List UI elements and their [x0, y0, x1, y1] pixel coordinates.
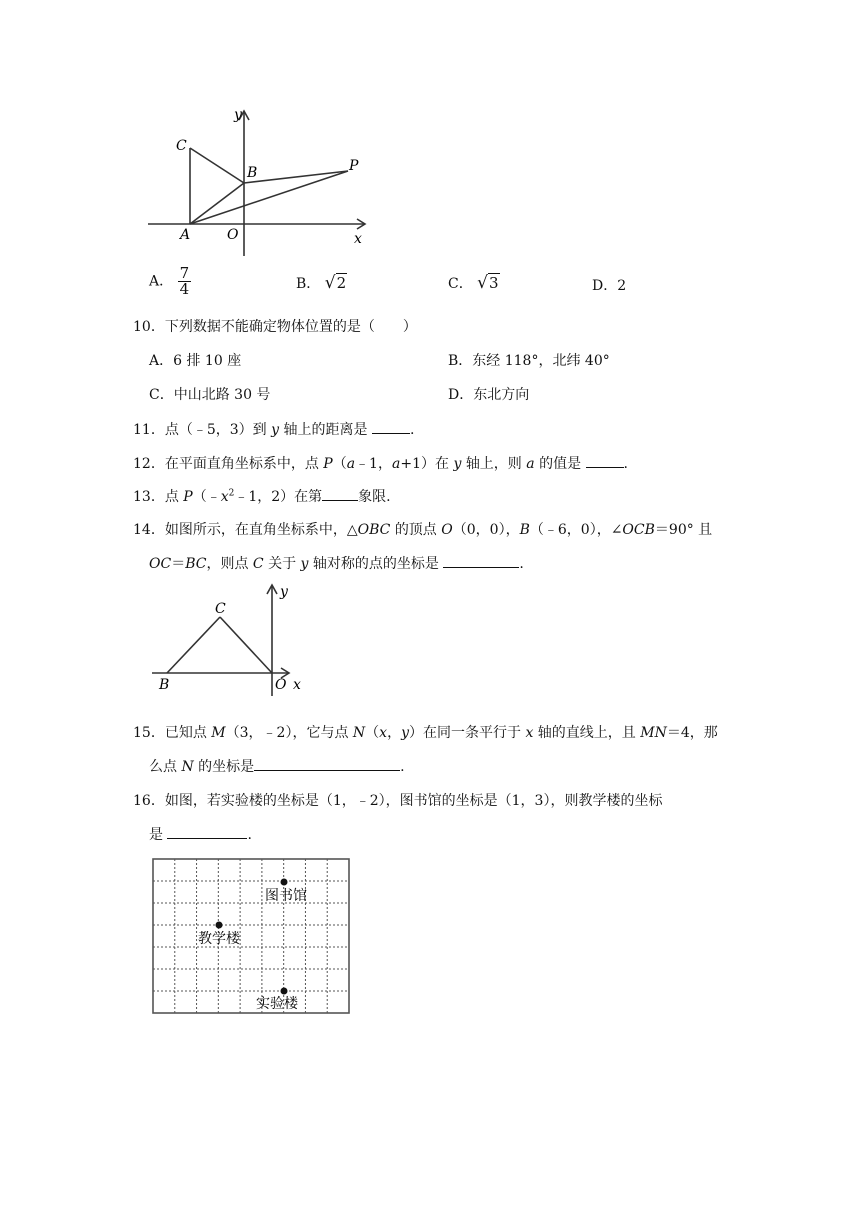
q13	[133, 486, 391, 506]
option-letter: C．	[149, 387, 174, 403]
q15-line2	[149, 756, 405, 776]
text: 点（﹣5，3）到	[164, 422, 267, 438]
text: 是	[149, 827, 163, 843]
var: P	[323, 456, 333, 472]
q14-figure	[148, 580, 318, 700]
radicand: 3	[489, 274, 499, 292]
text: ）在同一条平行于	[408, 725, 521, 741]
label-b: B	[159, 677, 170, 693]
answer-blank[interactable]	[322, 487, 358, 501]
q9-figure	[140, 100, 380, 260]
q12	[133, 453, 628, 473]
teaching-building-label: 教学楼	[198, 931, 240, 947]
text: 如图所示，在直角坐标系中，△	[164, 522, 358, 538]
teaching-building-dot	[216, 922, 223, 929]
superscript: 2	[228, 488, 235, 499]
option-text: 6 排 10 座	[173, 353, 242, 369]
question-number: 13．	[133, 489, 165, 505]
text: .	[409, 422, 415, 438]
q10-option-c	[149, 384, 270, 404]
var: y	[271, 422, 280, 438]
option-text: 东北方向	[473, 387, 530, 403]
text: （0，0），	[452, 522, 520, 538]
label-c: C	[176, 138, 187, 154]
library-label: 图书馆	[265, 888, 307, 904]
text: .	[247, 827, 252, 843]
option-letter: A．	[149, 273, 174, 290]
text: （﹣6，0），∠	[529, 522, 623, 538]
text: 么点	[149, 759, 177, 775]
var: C	[252, 556, 264, 572]
label-y: y	[234, 107, 242, 123]
segment-ab	[190, 183, 244, 224]
label-c: C	[215, 601, 226, 617]
question-number: 14．	[133, 522, 165, 538]
text: .	[519, 556, 524, 572]
option-text: 2	[617, 278, 627, 294]
segment-ap	[190, 171, 348, 224]
label-a: A	[180, 227, 191, 243]
fraction-denominator: 4	[179, 280, 190, 298]
text: 点	[164, 489, 179, 505]
segment-cb	[190, 148, 244, 183]
var: N	[181, 759, 194, 775]
var: OC	[149, 556, 172, 572]
answer-blank[interactable]	[372, 420, 410, 434]
radicand: 2	[336, 274, 347, 292]
question-number: 12．	[133, 456, 165, 472]
q16-map	[152, 858, 352, 1016]
text: +1）在	[400, 456, 449, 472]
text: 轴上，则	[465, 456, 522, 472]
segment-bc	[167, 617, 220, 673]
var: a	[391, 456, 401, 472]
lab-building-label: 实验楼	[256, 996, 298, 1012]
label-y: y	[280, 584, 288, 600]
var: BC	[185, 556, 207, 572]
var: y	[401, 725, 409, 741]
label-b: B	[247, 165, 258, 181]
label-o: O	[227, 227, 239, 243]
text: （﹣	[192, 489, 221, 505]
question-text: 下列数据不能确定物体位置的是（ ）	[164, 319, 417, 335]
text: ＝	[171, 556, 186, 572]
var: OBC	[357, 522, 391, 538]
text: ﹣1，	[355, 456, 392, 472]
var: B	[519, 522, 530, 538]
option-letter: B．	[296, 276, 321, 292]
fraction	[178, 266, 192, 297]
var: MN	[640, 725, 667, 741]
var: y	[453, 456, 462, 472]
lab-building-dot	[281, 988, 288, 995]
label-x: x	[293, 677, 301, 693]
text: 如图，若实验楼的坐标是（1，﹣2），图书馆的坐标是（1，3），则教学楼的坐标	[164, 793, 663, 809]
q10-option-d	[448, 384, 529, 404]
var: x	[220, 489, 229, 505]
option-letter: A．	[149, 353, 174, 369]
var: OCB	[622, 522, 655, 538]
q9-option-b	[296, 273, 347, 293]
q16-line2	[149, 824, 252, 844]
text: ＝90° 且	[654, 522, 713, 538]
option-letter: B．	[448, 353, 473, 369]
fraction-numerator: 7	[179, 264, 190, 282]
var: y	[300, 556, 309, 572]
var: x	[525, 725, 534, 741]
option-text: 东经 118°，北纬 40°	[472, 353, 610, 369]
answer-blank[interactable]	[254, 757, 400, 771]
var: O	[441, 522, 453, 538]
label-x: x	[354, 231, 362, 247]
square-root: √2	[324, 273, 347, 293]
q10-option-a	[149, 350, 241, 370]
text: ＝4，那	[666, 725, 718, 741]
text: 的值是	[539, 456, 582, 472]
question-number: 10．	[133, 319, 165, 335]
var: N	[352, 725, 366, 741]
text: 关于	[268, 556, 297, 572]
label-o: O	[275, 677, 287, 693]
text: 轴上的距离是	[283, 422, 368, 438]
segment-co	[220, 617, 272, 673]
text: 轴的直线上，且	[537, 725, 636, 741]
q10-option-b	[448, 350, 610, 370]
option-letter: C．	[448, 276, 473, 292]
text: 的坐标是	[198, 759, 255, 775]
square-root: √3	[477, 273, 499, 293]
map-border	[153, 859, 349, 1013]
option-letter: D．	[448, 387, 474, 403]
q9-option-d	[592, 275, 626, 295]
label-p: P	[349, 158, 359, 174]
q10-stem	[133, 316, 417, 336]
q9-option-a	[149, 266, 191, 297]
text: 在平面直角坐标系中，点	[164, 456, 319, 472]
text: （	[365, 725, 380, 741]
text: ，则点	[206, 556, 249, 572]
text: 的顶点	[394, 522, 437, 538]
text: 轴对称的点的坐标是	[312, 556, 439, 572]
text: .	[623, 456, 628, 472]
var: a	[346, 456, 356, 472]
text: .	[400, 759, 405, 775]
option-letter: D．	[592, 278, 618, 294]
text: 已知点	[164, 725, 207, 741]
text: ，	[387, 725, 402, 741]
question-number: 16．	[133, 793, 165, 809]
question-number: 15．	[133, 725, 165, 741]
q14-line2	[149, 553, 524, 573]
answer-blank[interactable]	[443, 554, 519, 568]
answer-blank[interactable]	[586, 454, 624, 468]
var: a	[526, 456, 535, 472]
var: M	[211, 725, 226, 741]
answer-blank[interactable]	[167, 825, 247, 839]
q11	[133, 419, 414, 439]
q15-line1	[133, 722, 718, 742]
option-text: 中山北路 30 号	[173, 387, 271, 403]
library-dot	[281, 879, 288, 886]
q16-line1	[133, 790, 662, 810]
question-number: 11．	[133, 422, 165, 438]
text: 象限.	[358, 489, 391, 505]
q9-option-c	[448, 273, 500, 293]
var: x	[379, 725, 388, 741]
var: P	[183, 489, 193, 505]
text: ﹣1，2）在第	[234, 489, 323, 505]
text: （3，﹣2），它与点	[225, 725, 349, 741]
q14-line1	[133, 519, 712, 539]
text: （	[332, 456, 347, 472]
